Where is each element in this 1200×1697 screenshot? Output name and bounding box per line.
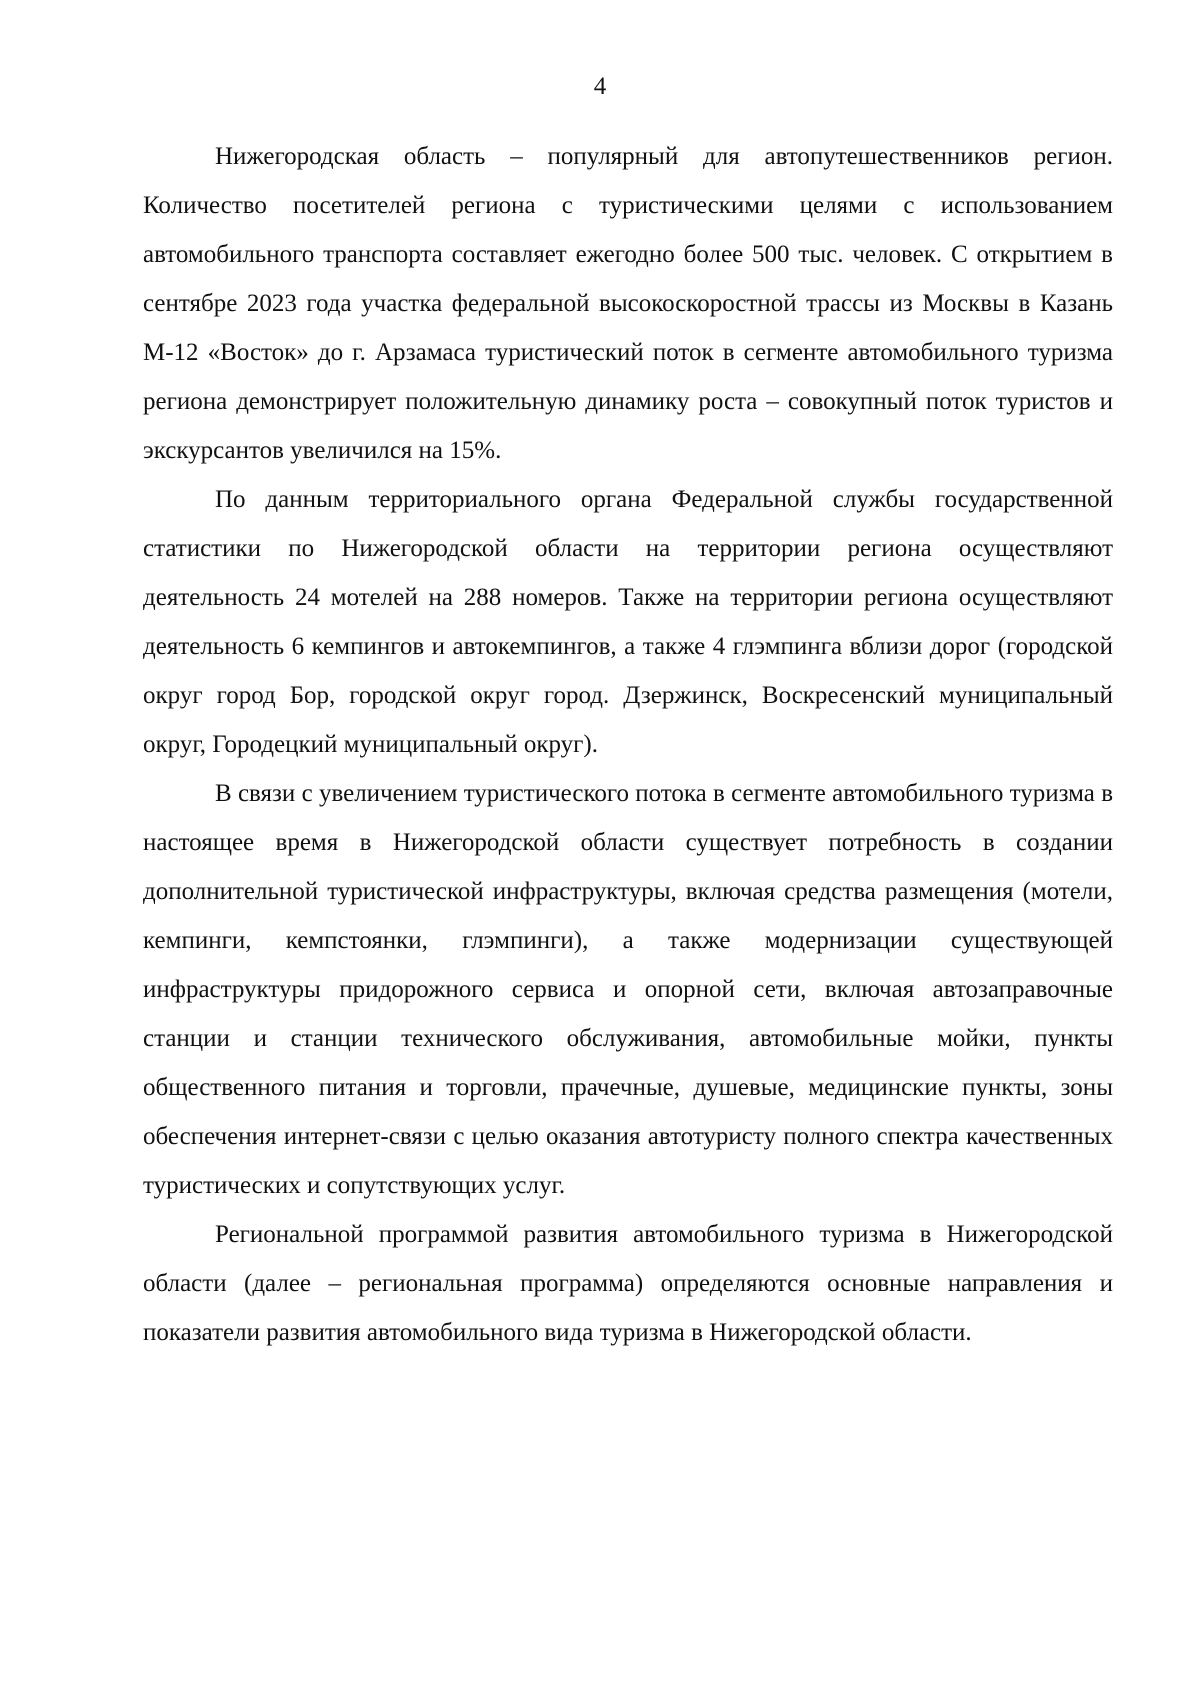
paragraph-infrastructure-needs: В связи с увеличением туристического потока в сегменте автомобильного туризма в настоящее время в Нижегородской области существует потребность в создании дополнительной туристической инфраструктуры, включая средства размещения (мотели, кемпинги, кемпстоянки, глэмпинги), а также модернизации существующей инфраструктуры придорожного сервиса и опорной сети, включая автозаправочные станции и станции технического обслуживания, автомобильные мойки, пункты общественного питания и торговли, прачечные, душевые, медицинские пункты, зоны обеспечения интернет-связи с целью оказания автотуристу полного спектра качественных туристических и сопутствующих услуг. <box>143 780 1113 1199</box>
paragraph-regional-program: Региональной программой развития автомобильного туризма в Нижегородской области (далее – региональная программа) определяются основные направления и показатели развития автомобильного вида туризма в Нижегородской области. <box>143 1221 1113 1346</box>
page-number: 4 <box>593 73 607 100</box>
document-body <box>143 132 1113 1357</box>
paragraph-accommodation-statistics: По данным территориального органа Федеральной службы государственной статистики по Нижегородской области на территории региона осуществляют деятельность 24 мотелей на 288 номеров. Также на территории региона осуществляют деятельность 6 кемпингов и автокемпингов, а также 4 глэмпинга вблизи дорог (городской округ город Бор, городской округ город. Дзержинск, Воскресенский муниципальный округ, Городецкий муниципальный округ). <box>143 486 1113 758</box>
paragraph-tourism-overview: Нижегородская область – популярный для автопутешественников регион. Количество посетителей региона с туристическими целями с использованием автомобильного транспорта составляет ежегодно более 500 тыс. человек. С открытием в сентябре 2023 года участка федеральной высокоскоростной трассы из Москвы в Казань М-12 «Восток» до г. Арзамаса туристический поток в сегменте автомобильного туризма региона демонстрирует положительную динамику роста – совокупный поток туристов и экскурсантов увеличился на 15%. <box>143 143 1113 464</box>
